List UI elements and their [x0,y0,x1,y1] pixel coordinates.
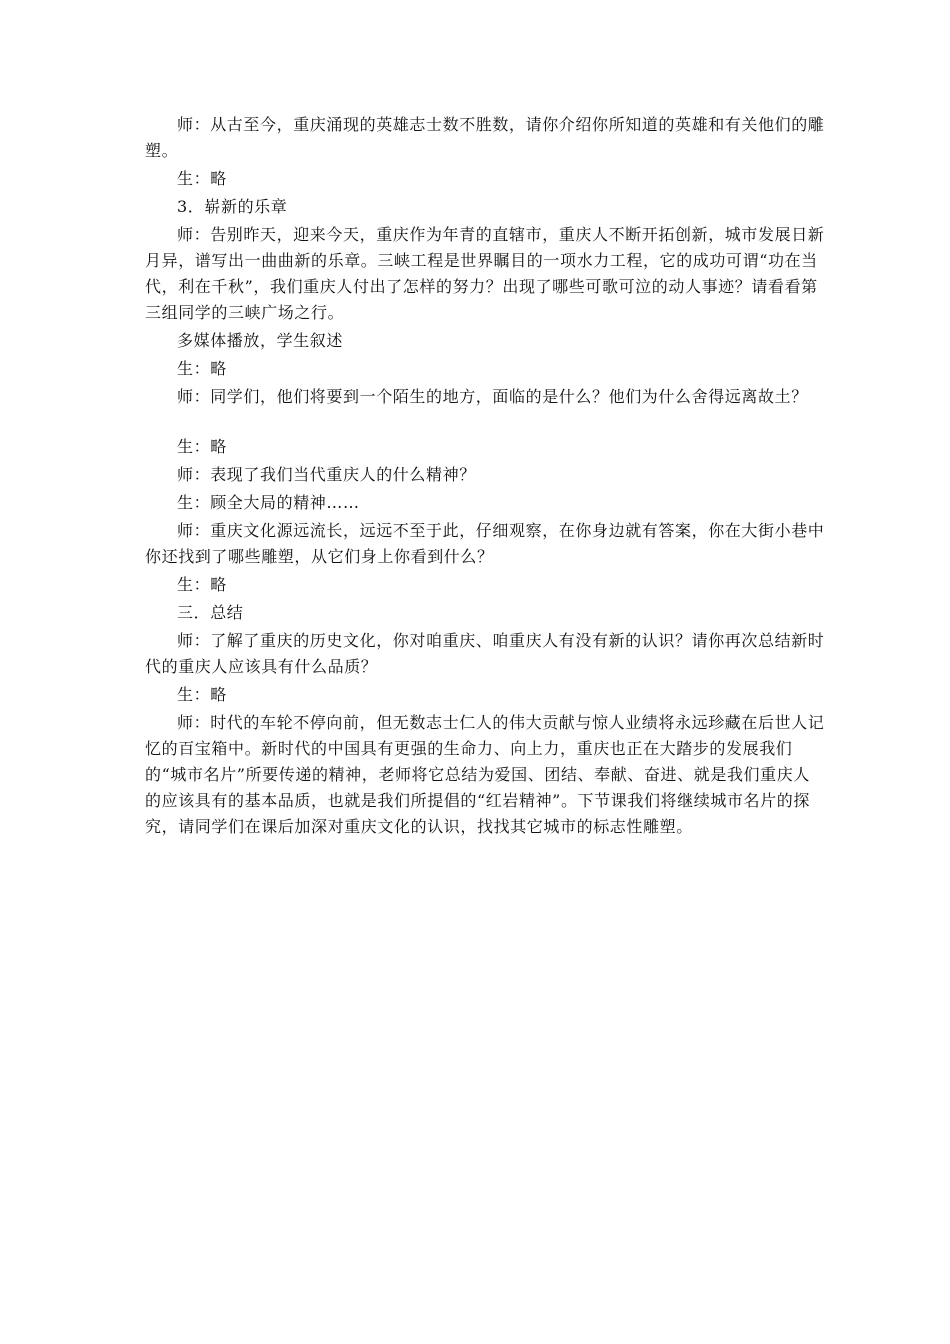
paragraph-teacher-heroes: 师：从古至今，重庆涌现的英雄志士数不胜数，请你介绍你所知道的英雄和有关他们的雕塑。 [145,115,825,160]
paragraph-student-answer: 生：略 [177,685,227,704]
paragraph-teacher-culture: 师：重庆文化源远流长，远远不至于此，仔细观察，在你身边就有答案，你在大街小巷中你还找到了哪些雕塑，从它们身上你看到什么？ [145,521,825,566]
paragraph-student-answer: 生：略 [177,169,227,188]
paragraph-multimedia: 多媒体播放，学生叙述 [177,331,344,350]
paragraph-student-answer: 生：略 [177,359,227,378]
paragraph-teacher-spirit: 师：表现了我们当代重庆人的什么精神？ [177,465,476,484]
paragraph-student-spirit: 生：顾全大局的精神…… [177,493,360,512]
document-body [145,112,825,842]
paragraph-student-answer: 生：略 [177,437,227,456]
paragraph-teacher-three-gorges: 师：告别昨天，迎来今天，重庆作为年青的直辖市，重庆人不断开拓创新，城市发展日新月异，谱写出一曲曲新的乐章。三峡工程是世界瞩目的一项水力工程，它的成功可谓“功在当代，利在千秋”，我们重庆人付出了怎样的努力？出现了哪些可歌可泣的动人事迹？请看看第三组同学的三峡广场之行。 [145,225,825,322]
paragraph-teacher-summary-question: 师：了解了重庆的历史文化，你对咱重庆、咱重庆人有没有新的认识？请你再次总结新时代的重庆人应该具有什么品质？ [145,631,825,676]
paragraph-teacher-question: 师：同学们，他们将要到一个陌生的地方，面临的是什么？他们为什么舍得远离故土？ [177,387,808,406]
section-heading-new-chapter: 3．崭新的乐章 [177,197,288,216]
section-heading-summary: 三．总结 [177,603,244,622]
paragraph-teacher-conclusion: 师：时代的车轮不停向前，但无数志士仁人的伟大贡献与惊人业绩将永远珍藏在后世人记忆的百宝箱中。新时代的中国具有更强的生命力、向上力，重庆也正在大踏步的发展我们的“城市名片”所要传递的精神，老师将它总结为爱国、团结、奉献、奋进、就是我们重庆人的应该具有的基本品质，也就是我们所提倡的“红岩精神”。下节课我们将继续城市名片的探究，请同学们在课后加深对重庆文化的认识，找找其它城市的标志性雕塑。 [145,713,825,836]
paragraph-student-answer: 生：略 [177,575,227,594]
